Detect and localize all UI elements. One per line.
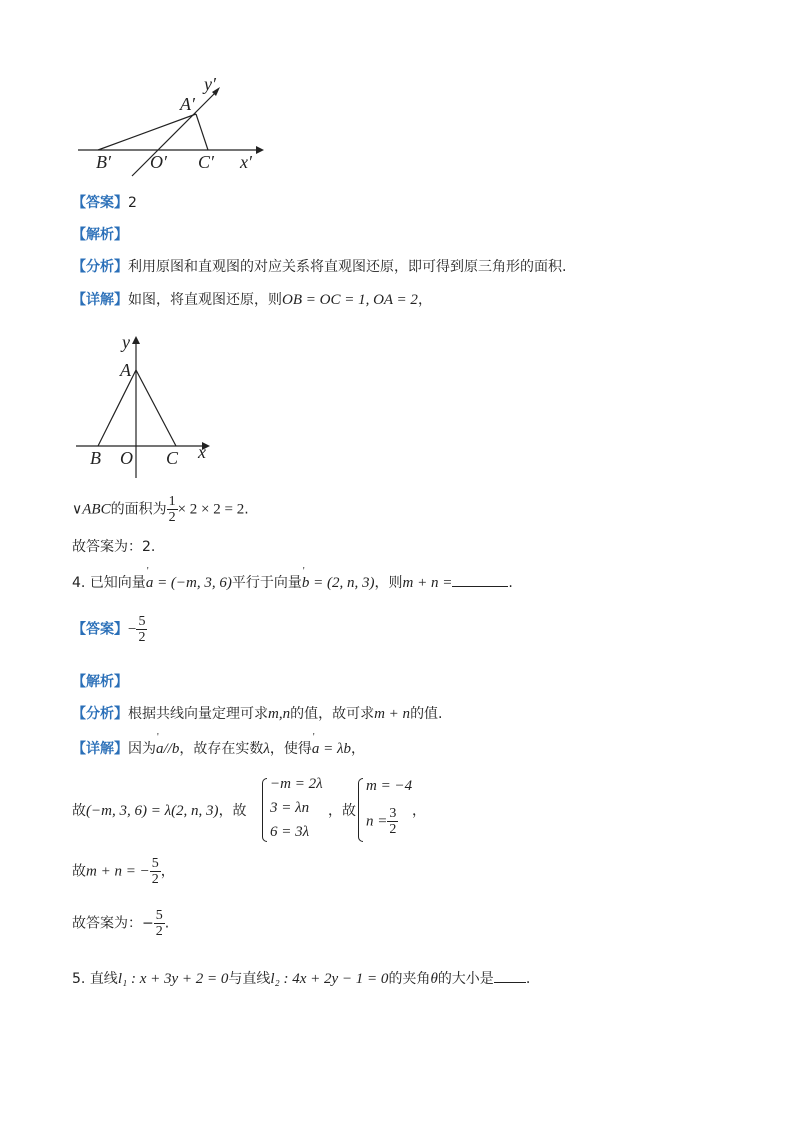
- q5-number: 5.: [72, 971, 86, 987]
- system1-eq1: −m = 2λ: [270, 776, 323, 792]
- final-end: .: [164, 915, 170, 932]
- q4-answer: [72, 614, 147, 645]
- q4-text3: ，则: [374, 575, 403, 591]
- answer-sign: −: [128, 621, 137, 638]
- system1-eq2: 3 = λn: [270, 800, 310, 816]
- answer-fraction: $\frac{5}{2}$: [138, 614, 146, 645]
- q3-detail: [72, 289, 432, 309]
- answer-tag: 【答案】: [72, 621, 128, 638]
- detail-mid: ，故存在实数: [179, 741, 264, 757]
- area-text: 的面积为: [110, 501, 167, 518]
- gu-text: 故: [72, 803, 86, 819]
- original-triangle-figure: [72, 332, 222, 482]
- analysis-tag: 【分析】: [72, 706, 128, 722]
- q5-end: .: [525, 971, 531, 987]
- label-o: O: [120, 448, 133, 468]
- vector-relation: ' a = λb: [312, 741, 351, 758]
- label-a: A: [120, 360, 131, 380]
- system1-eq3: 6 = 3λ: [270, 824, 310, 840]
- detail-end: ，: [417, 292, 432, 308]
- detail-math: OB = OC = 1, OA = 2: [282, 292, 418, 308]
- final-text: 故答案为：−: [72, 915, 154, 932]
- q4-number: 4.: [72, 575, 86, 591]
- vector-a: ' a: [146, 575, 154, 592]
- vector-b-eq: = (2, n, 3): [309, 575, 375, 591]
- detail-text: 如图，将直观图还原，则: [128, 292, 282, 308]
- analysis-end: 的值.: [410, 706, 443, 722]
- label-c: C: [166, 448, 179, 468]
- answer-value: 2: [128, 195, 137, 211]
- half-fraction: $\frac{1}{2}$: [168, 494, 176, 525]
- analysis-tag: 【分析】: [72, 259, 128, 275]
- answer-tag: 【答案】: [72, 195, 128, 211]
- label-y: y: [122, 332, 130, 352]
- brace-2: [358, 778, 363, 842]
- line-l2: l₂ : 4x + 2y − 1 = 0: [270, 971, 389, 987]
- q4-system-line: [72, 800, 247, 820]
- analysis-text: 利用原图和直观图的对应关系将直观图还原，即可得到原三角形的面积.: [128, 259, 567, 275]
- q4-text2: 平行于向量: [231, 575, 302, 591]
- lambda: λ: [263, 741, 270, 757]
- answer-blank: [494, 982, 526, 983]
- parallel-expr: ' a//b: [156, 741, 179, 758]
- label-b: B: [90, 448, 101, 468]
- gu-text-3: ，故: [328, 803, 356, 819]
- q5-text3: 的夹角: [388, 971, 431, 987]
- q4-final: 故答案为：− $\frac{5}{2}$ .: [72, 908, 170, 939]
- gu-text-2: ，故: [218, 803, 247, 819]
- analysis-mid: 的值，故可求: [290, 706, 375, 722]
- sum-expr: m + n = −: [86, 863, 150, 880]
- triangle-name: ABC: [82, 501, 111, 518]
- gu-text-4: 故: [72, 863, 86, 880]
- label-b-prime: B′: [96, 152, 111, 172]
- area-end: .: [244, 501, 249, 518]
- area-expr: × 2 × 2 = 2: [177, 501, 245, 518]
- label-c-prime: C′: [198, 152, 214, 172]
- q4-analysis: [72, 703, 443, 723]
- q3-area-line: [72, 494, 249, 525]
- triangle-symbol: ∨: [72, 501, 83, 518]
- q3-jiexi-tag: 【解析】: [72, 227, 128, 243]
- brace-1: [262, 778, 267, 842]
- label-x: x: [198, 442, 206, 462]
- q5-text1: 直线: [89, 971, 118, 987]
- system2-m: m = −4: [366, 778, 413, 794]
- label-y-prime: y′: [204, 74, 216, 94]
- oblique-view-figure: [70, 72, 270, 182]
- system2-n: n = $\frac{3}{2}$: [366, 806, 397, 837]
- q4-question: [72, 572, 513, 592]
- label-o-prime: O′: [150, 152, 167, 172]
- q5-text2: 与直线: [228, 971, 271, 987]
- q3-final: 故答案为：2.: [72, 539, 156, 555]
- analysis-expr: m + n: [374, 706, 411, 722]
- vector-a-eq: = (−m, 3, 6): [153, 575, 232, 591]
- q4-jiexi-tag: 【解析】: [72, 674, 128, 690]
- system-end: ，: [412, 803, 426, 819]
- main-equation: (−m, 3, 6) = λ(2, n, 3): [86, 803, 219, 819]
- q3-answer: [72, 192, 137, 212]
- q5-question: [72, 968, 530, 988]
- label-x-prime: x′: [240, 152, 252, 172]
- q4-ask: m + n =: [402, 575, 453, 591]
- detail-mid2: ，使得: [269, 741, 312, 757]
- q4-text1: 已知向量: [89, 575, 146, 591]
- detail-tag: 【详解】: [72, 741, 128, 757]
- detail-text: 因为: [128, 741, 156, 757]
- analysis-text: 根据共线向量定理可求: [128, 706, 268, 722]
- line-l1: l₁ : x + 3y + 2 = 0: [117, 971, 229, 987]
- detail-tag: 【详解】: [72, 292, 128, 308]
- q4-sum-line: 故m + n = − $\frac{5}{2}$ ，: [72, 856, 175, 887]
- sum-end: ，: [160, 863, 175, 880]
- theta: θ: [430, 971, 438, 987]
- q4-detail: [72, 738, 365, 758]
- q3-analysis: [72, 256, 566, 276]
- q5-text4: 的大小是: [437, 971, 494, 987]
- detail-end: ，: [350, 741, 365, 757]
- analysis-vars: m,n: [268, 706, 291, 722]
- vector-b: ' b: [302, 575, 310, 592]
- label-a-prime: A′: [180, 94, 195, 114]
- answer-blank: [452, 586, 508, 587]
- q4-end: .: [508, 575, 513, 591]
